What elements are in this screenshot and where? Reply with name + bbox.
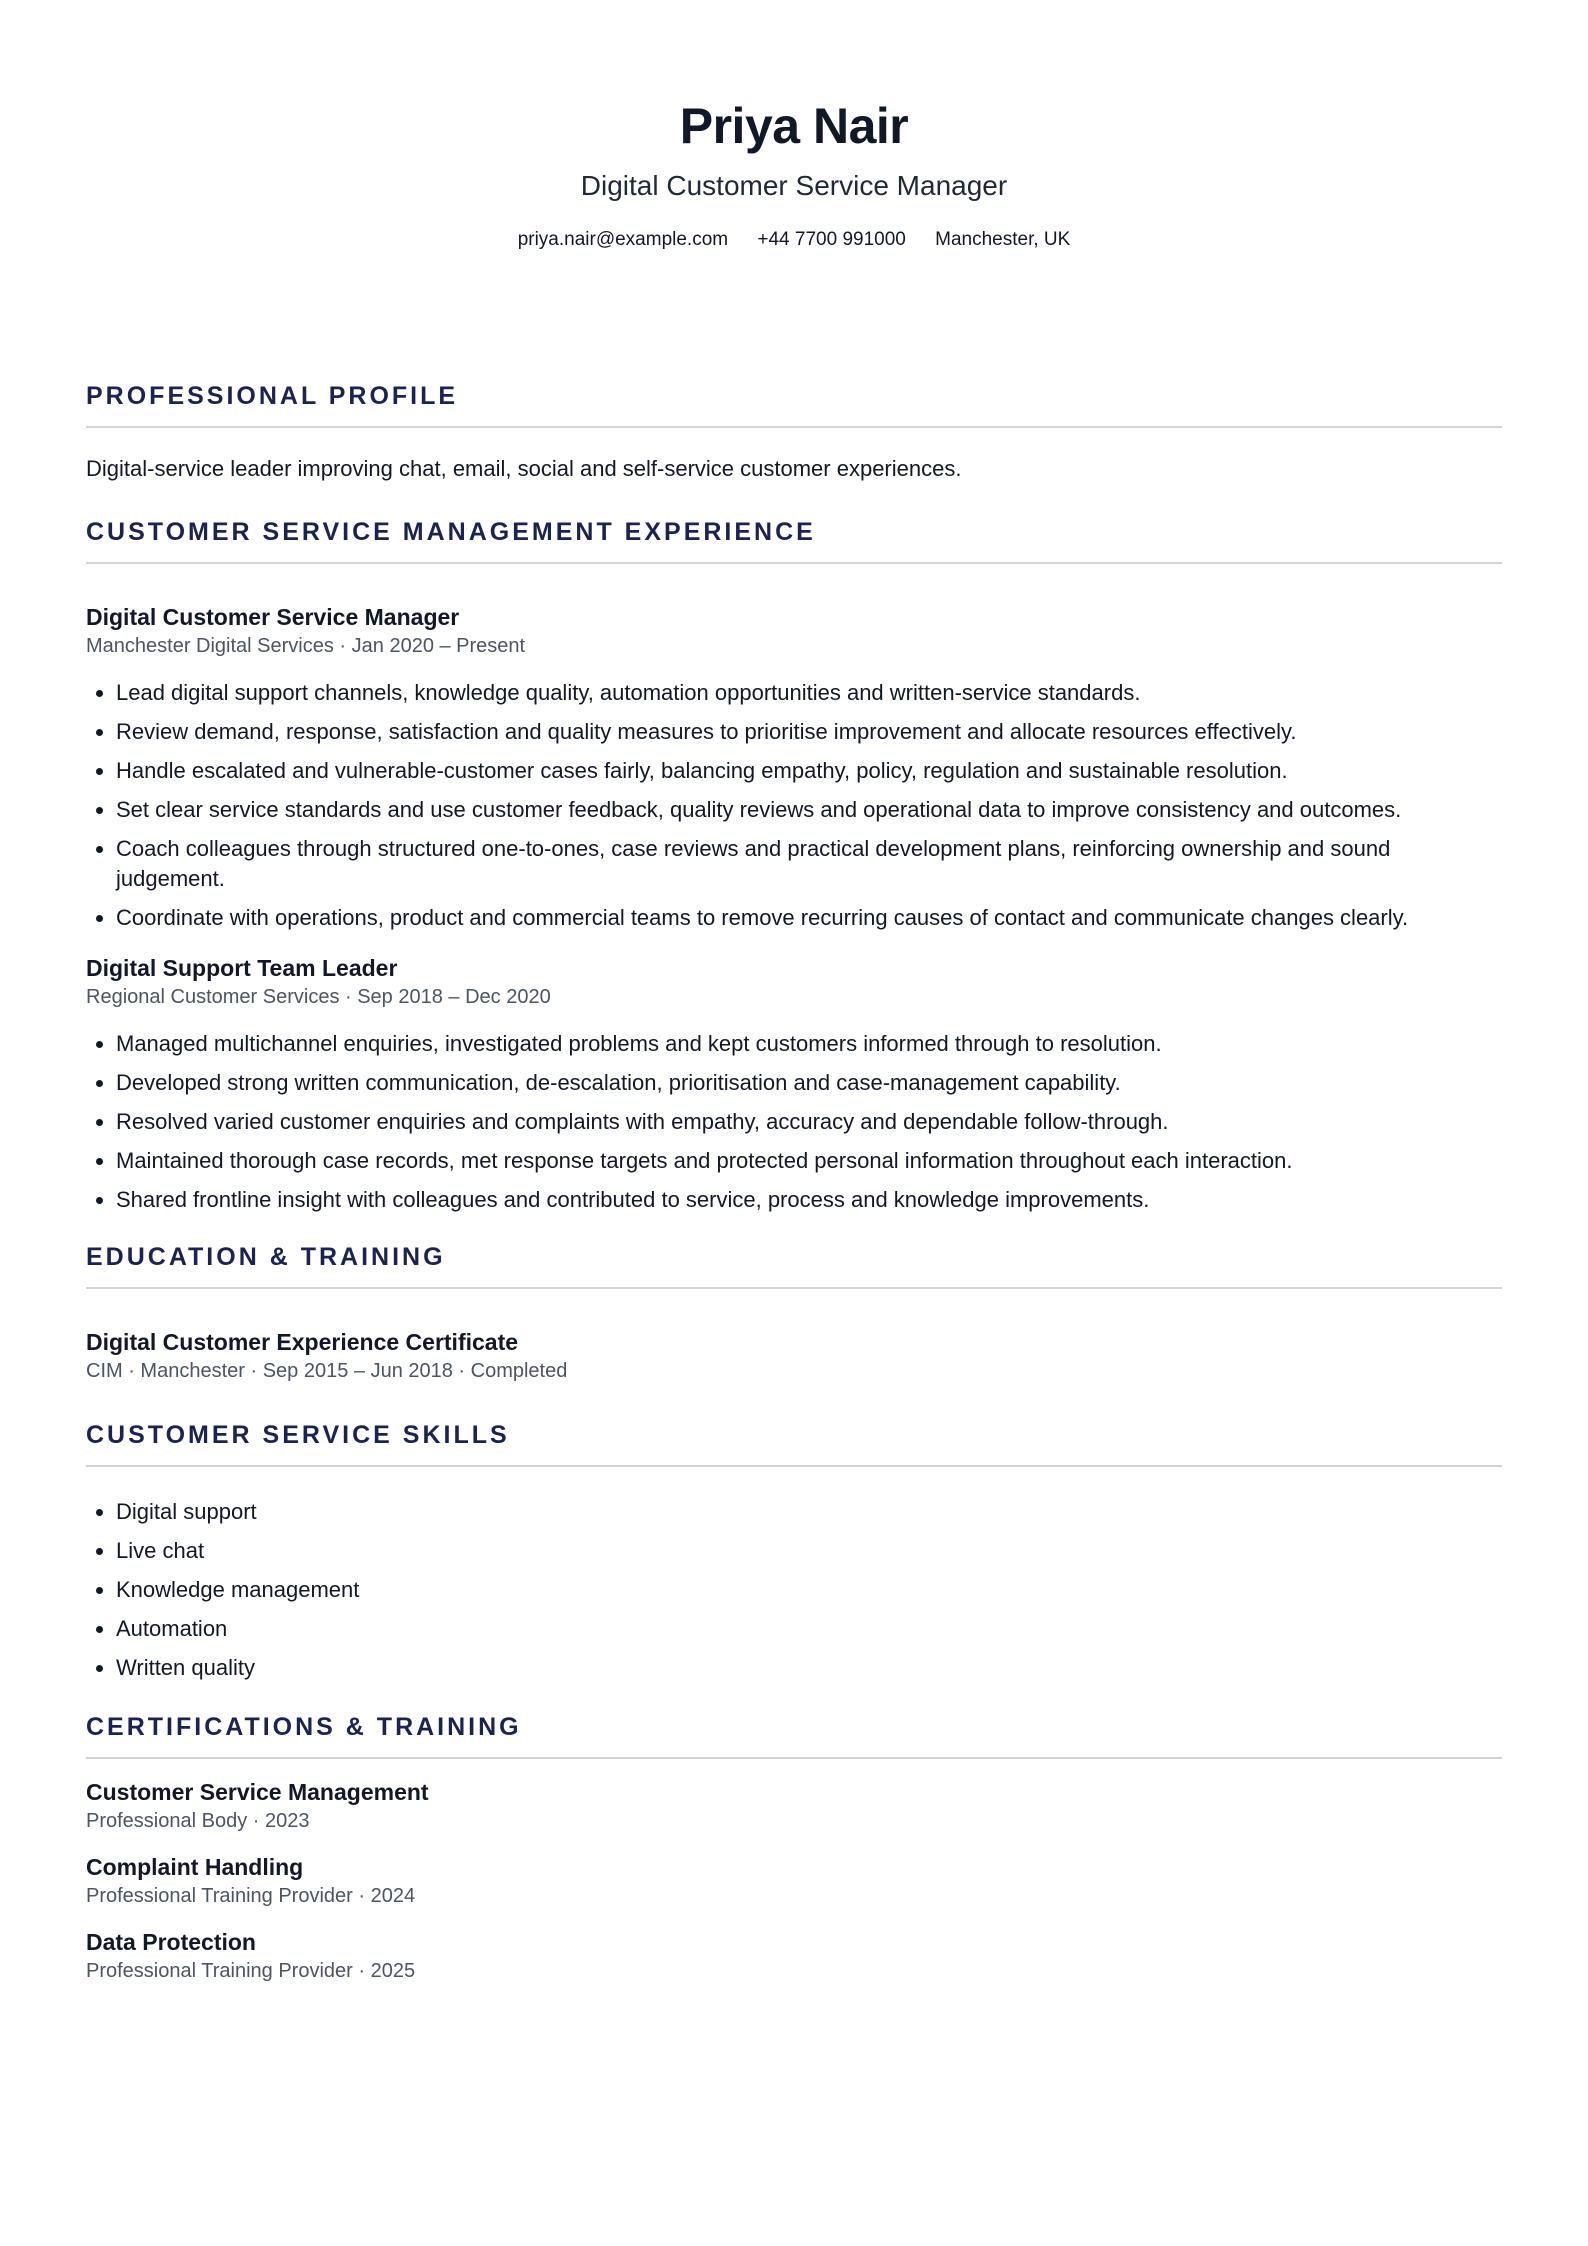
job-bullet: • Shared frontline insight with colleagues and contributed to service, process and knowledge improvements. [116, 1185, 1502, 1215]
profile-summary: Digital-service leader improving chat, email, social and self-service customer experiences. [86, 456, 962, 481]
skills-list [86, 1497, 1502, 1683]
job-bullet: • Developed strong written communication, de-escalation, prioritisation and case-management capability. [116, 1068, 1502, 1098]
job-bullets [86, 1029, 1502, 1215]
job-role: Digital Support Team Leader [86, 955, 398, 981]
job-meta: Manchester Digital Services · Jan 2020 – Present [86, 635, 526, 657]
certification-entry [86, 1927, 1502, 1985]
contact-email: priya.nair@example.com [517, 229, 729, 250]
job-bullet: • Resolved varied customer enquiries and complaints with empathy, accuracy and dependable follow-through. [116, 1107, 1502, 1137]
certification-name: Customer Service Management [86, 1779, 429, 1805]
contact-location: Manchester, UK [935, 229, 1071, 250]
section-title-profile: PROFESSIONAL PROFILE [86, 380, 1502, 428]
candidate-headline: Digital Customer Service Manager [580, 170, 1008, 201]
section-certifications [86, 1711, 1502, 1985]
education-entry [86, 1327, 1502, 1385]
section-title-skills: CUSTOMER SERVICE SKILLS [86, 1419, 1502, 1467]
job-bullet: • Set clear service standards and use customer feedback, quality reviews and operational data to improve consistency and outcomes. [116, 795, 1502, 825]
skill-item: • Knowledge management [116, 1575, 1502, 1605]
section-profile [86, 380, 1502, 484]
education-name: Digital Customer Experience Certificate [86, 1329, 519, 1355]
certification-meta: Professional Training Provider · 2024 [86, 1885, 416, 1907]
job-bullet: • Maintained thorough case records, met response targets and protected personal information throughout each interaction. [116, 1146, 1502, 1176]
candidate-name: Priya Nair [679, 98, 909, 154]
certification-meta: Professional Training Provider · 2025 [86, 1960, 416, 1982]
job-bullet: • Coordinate with operations, product and commercial teams to remove recurring causes of contact and communicate changes clearly. [116, 903, 1502, 933]
skill-item: • Automation [116, 1614, 1502, 1644]
job-meta: Regional Customer Services · Sep 2018 – Dec 2020 [86, 986, 551, 1008]
job-bullet: • Coach colleagues through structured one-to-ones, case reviews and practical development plans, reinforcing ownership and sound judgement. [116, 834, 1502, 894]
section-education [86, 1241, 1502, 1385]
job-entry [86, 953, 1502, 1215]
certification-meta: Professional Body · 2023 [86, 1810, 310, 1832]
job-bullet: • Handle escalated and vulnerable-customer cases fairly, balancing empathy, policy, regulation and sustainable resolution. [116, 756, 1502, 786]
contact-phone: +44 7700 991000 [757, 229, 906, 250]
section-title-certifications: CERTIFICATIONS & TRAINING [86, 1711, 1502, 1759]
section-title-experience: CUSTOMER SERVICE MANAGEMENT EXPERIENCE [86, 516, 1502, 564]
certification-name: Data Protection [86, 1929, 256, 1955]
certification-entry [86, 1777, 1502, 1835]
section-experience [86, 516, 1502, 1215]
section-title-education: EDUCATION & TRAINING [86, 1241, 1502, 1289]
job-bullet: • Managed multichannel enquiries, investigated problems and kept customers informed through to resolution. [116, 1029, 1502, 1059]
skill-item: • Digital support [116, 1497, 1502, 1527]
contact-line [86, 228, 1502, 252]
job-bullet: • Lead digital support channels, knowledge quality, automation opportunities and written-service standards. [116, 678, 1502, 708]
education-meta: CIM · Manchester · Sep 2015 – Jun 2018 · Completed [86, 1360, 568, 1382]
skill-item: • Written quality [116, 1653, 1502, 1683]
job-role: Digital Customer Service Manager [86, 604, 460, 630]
job-bullet: • Review demand, response, satisfaction and quality measures to prioritise improvement and allocate resources effectively. [116, 717, 1502, 747]
certification-entry [86, 1852, 1502, 1910]
resume-header [86, 0, 1502, 252]
section-skills [86, 1419, 1502, 1683]
certification-name: Complaint Handling [86, 1854, 304, 1880]
skill-item: • Live chat [116, 1536, 1502, 1566]
job-bullets [86, 678, 1502, 933]
job-entry [86, 602, 1502, 933]
